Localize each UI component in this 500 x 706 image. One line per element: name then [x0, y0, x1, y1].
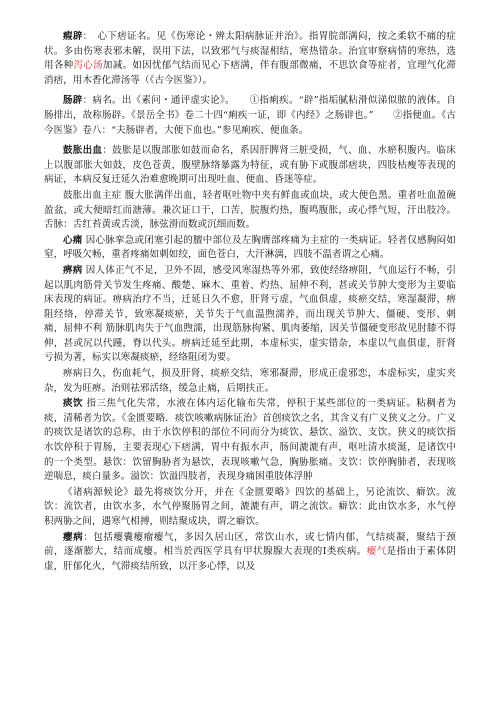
entry-bibing [44, 264, 456, 366]
entry-text: 因人体正气不足，卫外不固，感受风寒湿热等外邪，致使经络痹阻，气血运行不畅，引起以肌肉筋骨关节发生疼痛、酸楚、麻木、重着、灼热、屈伸不利，甚或关节肿大变形为主要临床表现的病证。痹病治疗不当，迁延日久不愈，肝肾亏虚，气血俱虚，痰瘀交结，寒湿凝滞，痹阻经络，停滞关节，致寒凝痰瘀，关节失于气血温煦濡养，而出现关节肿大、僵硬、变形、刺痛，屈伸不利 筋脉肌肉失于气血煦濡，出现筋脉拘紧、肌肉萎缩，因关节僵硬变形故见肘膝不得伸，甚或尻以代踵，脊以代头。痹病迁延至此期，本虚标实，虚实错杂，本虚以气血俱虚，肝肾亏损为著，标实以寒凝痰瘀，经络阻闭为要。 [44, 264, 457, 364]
entry-text: ：病名。出《素问・通评虚实论》。 ①指痢疾。“辟”指垢腻粘滑似涕似脓的液体。自肠排出，故称肠辟。《景岳全书》卷二十四“痢疾一证，即《内经》之肠辟也。” ②指便血。《古今医鉴》卷八：“夫肠辟者，大便下血也。”参见痢疾、便血条。 [44, 95, 456, 136]
entry-term: 痹病 [63, 264, 83, 276]
entry-guzhang-chuxue [44, 144, 456, 188]
entry-term: 瘕辟 [63, 31, 83, 42]
entry-text: 是指由于素体阴虚，肝郁化火，气滞痰结所致，以汗多心悸，以及 [44, 546, 456, 572]
entry-text: ：包括瘿囊瘿瘤瘿气，多因久居山区，常饮山水，或七情内郁，气结痰凝，聚结于颈前，逐渐膨大，结而成瘿。相当於西医学具有甲状腺腺大表现的Ⅰ类疾病。 [44, 531, 457, 558]
entry-xintong [44, 234, 456, 263]
entry-bibing-2 [44, 367, 456, 396]
entry-text: 因心脉挛急或闭塞引起的膻中部位及左胸膺部疼痛为主症的一类病证。轻者仅感胸闷如窒，呼吸欠畅，重者疼痛如刺如绞，面色苍白，大汗淋漓，四肢不温者谓之心痛。 [44, 234, 457, 261]
entry-text: 鼓胀出血主症 腹大胀满伴出血，轻者呕吐物中夹有鲜血或血块，或大便色黑。重者吐血盈碗盈盆，或大便暗红而溏薄。兼次证口干，口苦，脘腹灼热，腹鸣腹胀，或心悸气短，汗出肢冷。舌脉：舌红苔黄或舌淡，脉弦滑而数或沉细而数。 [44, 189, 456, 231]
entry-yingbing [44, 531, 456, 575]
entry-text: ： 心下痞证名。见《伤寒论・辨太阳病脉证并治》。指胃脘部满闷，按之柔软不痛的症状。多由伤寒表邪未解，误用下法，以致邪气与痰湿相结，寒热错杂。治宜审察病情的寒热，选用各种 [44, 31, 457, 72]
highlighted-term: 泻心汤 [73, 60, 103, 72]
entry-changbi [44, 94, 456, 138]
entry-text: 《诸病源候论》最先将痰饮分开，并在《金匮要略》四饮的基础上，另论流饮、癖饮。流饮：流饮者，由饮水多，水气停聚肠胃之间，漉漉有声，谓之流饮。癖饮：此由饮水多，水气停积两胁之间，遇寒气相搏，则结聚成块，谓之癖饮。 [44, 486, 456, 527]
entry-tanyin-2 [44, 486, 456, 530]
entry-tanyin [44, 397, 456, 485]
entry-text: ：鼓胀是以腹部胀如鼓而命名，系因肝脾肾三脏受损，气、血、水瘀积腹内。临床上以腹部胀大如鼓，皮色苍黄，腹壁脉络暴露为特征，或有胁下或腹部痞块，四肢枯瘦等表现的病证，本病反复迁延久治难愈晚期可出现吐血、便血、昏迷等症。 [44, 145, 456, 186]
entry-text: 痹病日久，伤血耗气，损及肝肾，痰瘀交结，寒邪凝滞，形成正虚邪恋，本虚标实，虚实夹杂，发为旺痹。治则祛邪活络，缓急止痛，后期扶正。 [44, 368, 456, 394]
entry-term: 心痛 [63, 234, 83, 246]
entry-term: 鼓胀出血 [63, 145, 103, 157]
entry-term: 肠辟 [63, 95, 83, 107]
entry-text: 指三焦气化失常，水液在体内运化输布失常，停积于某些部位的一类病证。粘稠者为痰，清稀者为饮。《金匮要略．痰饮咳嗽病脉证治》首创痰饮之名，其含义有广义狭义之分。广义的痰饮是诸饮的总称，由于水饮停积的部位不同而分为痰饮、悬饮、溢饮、支饮。狭义的痰饮指水饮停积于胃肠，主要表现心下痞满，胃中有振水声，肠间漉漉有声，呕吐清水痰涎，是诸饮中的一个类型。悬饮：饮留胸胁者为悬饮，表现咳嗽气急，胸胁胀痛。支饮：饮停胸肺者，表现咳逆喘息，痰白量多。溢饮：饮溢四肢者，表现身痛困重肢体浮肿 [44, 398, 456, 483]
entry-term: 痰饮 [63, 398, 83, 410]
entry-jiabi [44, 30, 456, 88]
entry-term: 瘿病 [63, 531, 84, 543]
entry-text: 加减。如因忧郁气结而见心下痞满，伴有腹部微痛，不思饮食等症者，宜理气化滞消痞，用木香化滞汤等（《古今医鉴》）。 [44, 60, 456, 86]
entry-guzhang-zhuzheng [44, 189, 456, 233]
highlighted-term: 瘿气 [366, 546, 387, 558]
